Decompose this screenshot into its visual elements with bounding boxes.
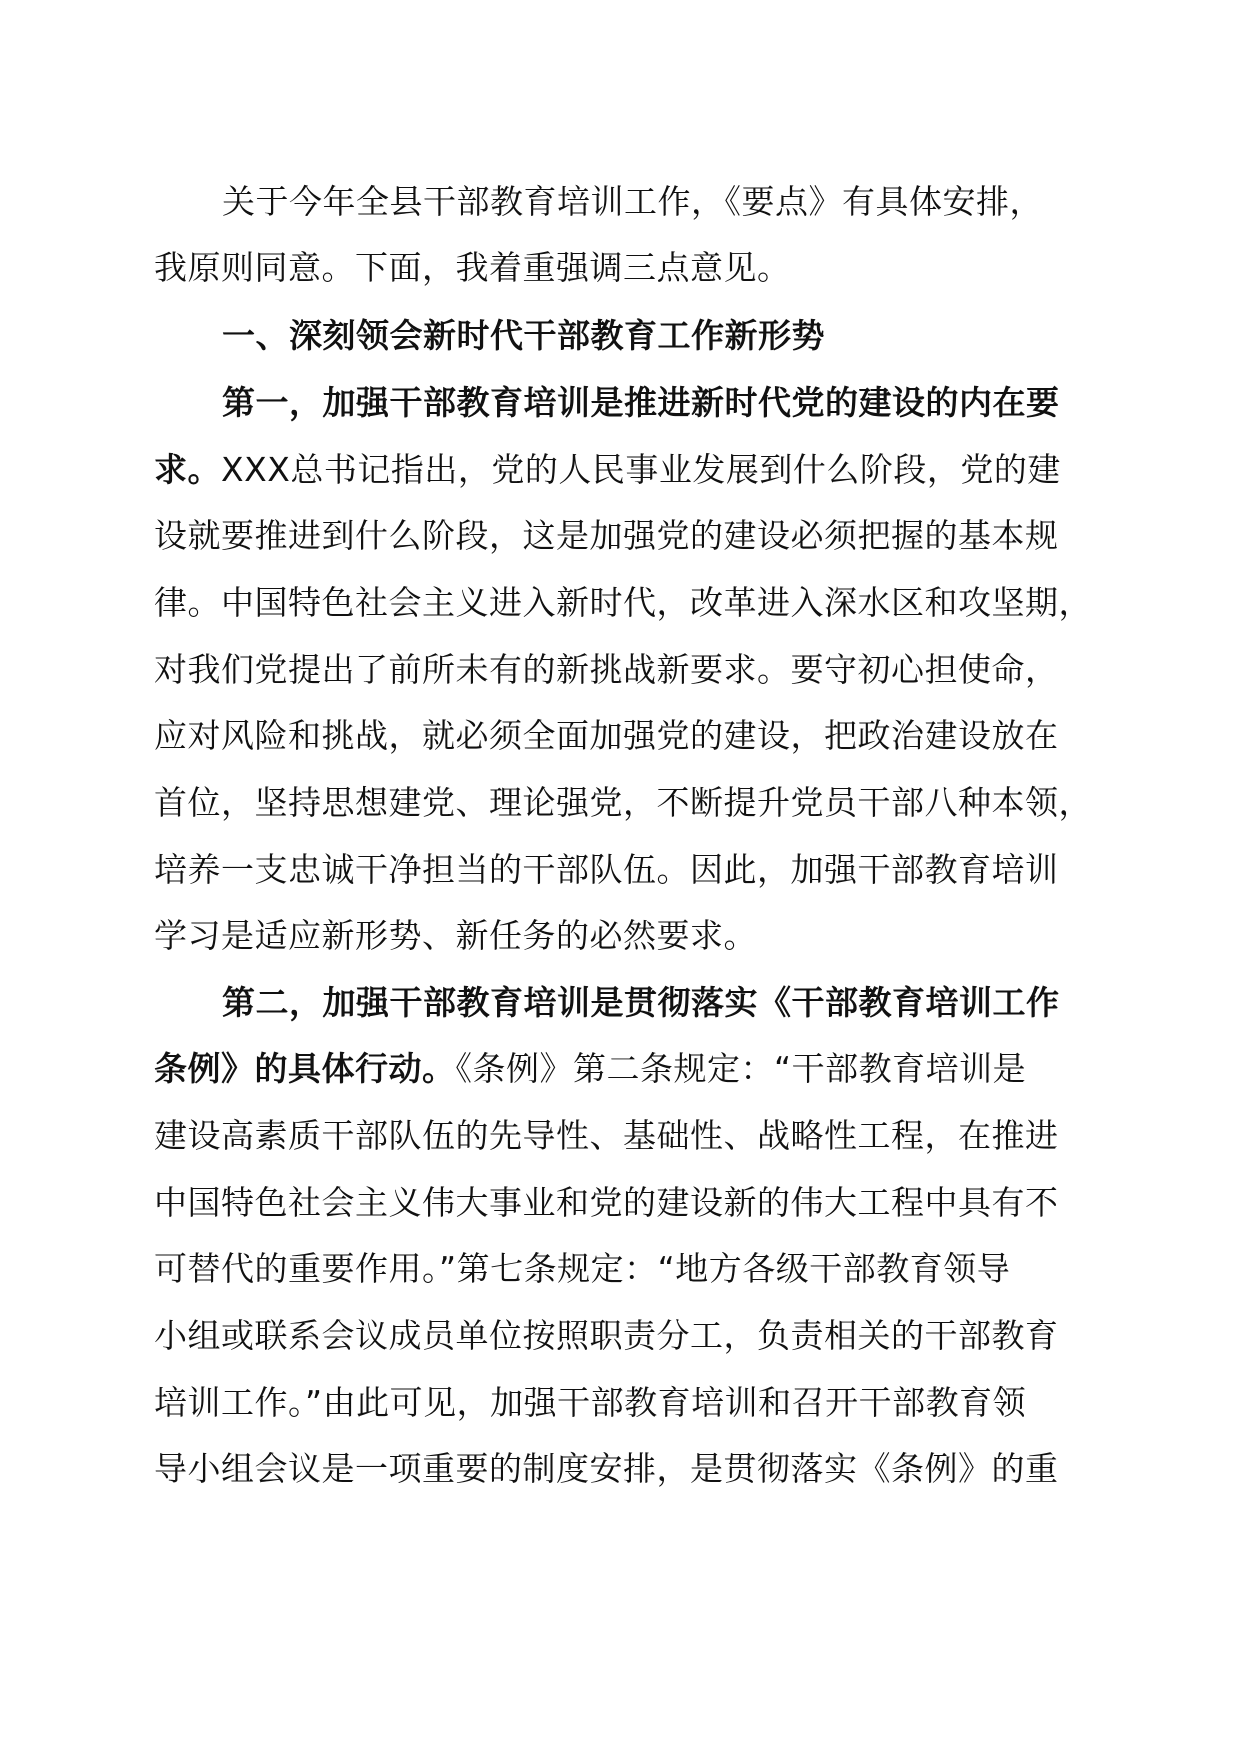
point1-line-9: 学习是适应新形势、新任务的必然要求。 (154, 916, 757, 955)
point1-line-4: 律。中国特色社会主义进入新时代，改革进入深水区和攻坚期， (154, 583, 1092, 622)
point1-lead-line-1: 第一，加强干部教育培训是推进新时代党的建设的内在要 (222, 383, 1060, 422)
intro-line-1: 关于今年全县干部教育培训工作，《要点》有具体安排， (222, 182, 1043, 221)
intro-line-2: 我原则同意。下面，我着重强调三点意见。 (154, 248, 791, 287)
point1-lead-end: 求。 (154, 450, 221, 489)
point2-line-7: 培训工作。”由此可见，加强干部教育培训和召开干部教育领 (154, 1383, 1027, 1422)
point1-line-5: 对我们党提出了前所未有的新挑战新要求。要守初心担使命， (154, 650, 1059, 689)
point1-line-2-rest: XXX总书记指出，党的人民事业发展到什么阶段，党的建 (221, 450, 1061, 489)
point2-line-2 (154, 1046, 1094, 1092)
point1-line-2 (154, 447, 1094, 493)
section-heading: 一、深刻领会新时代干部教育工作新形势 (222, 316, 825, 355)
point1-line-6: 应对风险和挑战，就必须全面加强党的建设，把政治建设放在 (154, 716, 1059, 755)
point2-line-4: 中国特色社会主义伟大事业和党的建设新的伟大工程中具有不 (154, 1183, 1059, 1222)
point1-line-8: 培养一支忠诚干净担当的干部队伍。因此，加强干部教育培训 (154, 850, 1059, 889)
point2-line-3: 建设高素质干部队伍的先导性、基础性、战略性工程，在推进 (154, 1116, 1059, 1155)
point2-lead-end: 条例》的具体行动。 (154, 1049, 456, 1088)
point2-line-8: 导小组会议是一项重要的制度安排，是贯彻落实《条例》的重 (154, 1449, 1059, 1488)
point2-line-2-rest: 《条例》第二条规定：“干部教育培训是 (455, 1049, 1027, 1088)
point2-line-5: 可替代的重要作用。”第七条规定：“地方各级干部教育领导 (154, 1249, 1011, 1288)
point1-line-3: 设就要推进到什么阶段，这是加强党的建设必须把握的基本规 (154, 516, 1059, 555)
point2-line-6: 小组或联系会议成员单位按照职责分工，负责相关的干部教育 (154, 1316, 1059, 1355)
point2-lead-line-1: 第二，加强干部教育培训是贯彻落实《干部教育培训工作 (222, 983, 1060, 1022)
point1-line-7: 首位，坚持思想建党、理论强党，不断提升党员干部八种本领， (154, 783, 1092, 822)
